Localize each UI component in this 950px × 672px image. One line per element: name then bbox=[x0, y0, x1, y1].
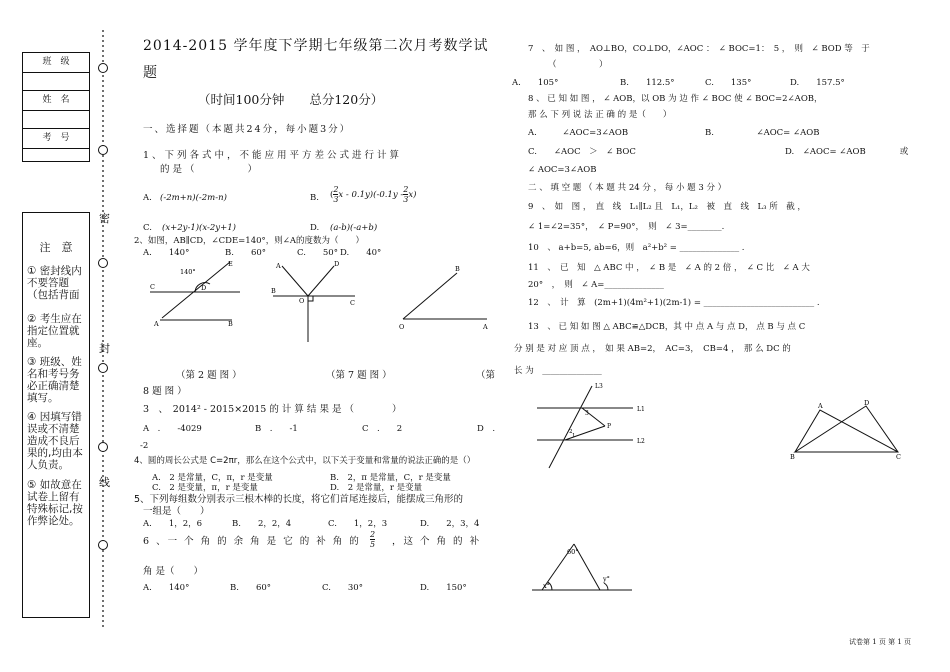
q1-frac-den-2: 3 bbox=[403, 195, 409, 204]
q7-text-cont: （ ） bbox=[548, 60, 608, 70]
q10-text: 10 、 a+b=5, ab=6，则 a²+b² = ______________ . bbox=[528, 243, 745, 253]
fig-tri-angle-y: y° bbox=[603, 575, 610, 583]
q3-option-c: C . 2 bbox=[362, 424, 403, 434]
q1-option-c: (x+2y-1)(x-2y+1) bbox=[162, 223, 236, 233]
notice-box bbox=[22, 212, 90, 618]
seal-line bbox=[95, 30, 111, 630]
q7-option-d: D. 157.5° bbox=[790, 78, 845, 88]
q1-frac-num-2: 2 bbox=[403, 185, 409, 194]
fig2-label-a: A bbox=[154, 320, 159, 328]
q13-text: 13 、 已 知 如 图 △ ABC≌△DCB，其 中 点 A 与 点 D， 点 B 与 点 C bbox=[528, 322, 806, 332]
figure-q8 bbox=[395, 265, 490, 335]
q3-option-a: A . -4029 bbox=[143, 424, 202, 434]
seal-char-mi: 密 bbox=[99, 212, 110, 225]
q5-option-b: B. 2，2，4 bbox=[232, 519, 292, 529]
q4-text: 4、圆的周长公式是 C=2πr，那么在这个公式中，以下关于变量和常量的说法正确的是（） bbox=[134, 456, 476, 466]
q6-text-end: ，这 个 角 的 补 bbox=[392, 536, 482, 547]
fig2-label-d: D bbox=[201, 284, 207, 292]
q5-option-d: D. 2，3，4 bbox=[420, 519, 480, 529]
q1-text-cont: 的是（ ） bbox=[160, 164, 261, 175]
q6-option-d: D. 150° bbox=[420, 583, 467, 593]
fig13-label-c: C bbox=[896, 453, 901, 461]
fig7-label-d: D bbox=[334, 260, 340, 268]
q3-text: 3 、 2014² - 2015×2015 的 计 算 结 果 是 （ ） bbox=[143, 404, 402, 415]
fig7-caption: （第 7 题 图 ） bbox=[326, 370, 392, 381]
id-label: 考 号 bbox=[23, 129, 89, 149]
figure-q7 bbox=[268, 258, 358, 348]
fig8-label-b: B bbox=[455, 265, 460, 273]
q9-text-cont: ∠ 1=∠2=35°， ∠ P=90°， 则 ∠ 3=________. bbox=[528, 222, 725, 232]
q6-option-b: B. 60° bbox=[230, 583, 272, 593]
fig13-label-b: B bbox=[790, 453, 795, 461]
q11-text-cont: 20° ， 则 ∠ A=______________ bbox=[528, 280, 664, 290]
q4-option-b: B. 2，π 是常量，C，r 是变量 bbox=[330, 473, 451, 483]
q2-option-b: B. 60° bbox=[225, 248, 267, 258]
q5-text: 5、下列每组数分别表示三根木棒的长度，将它们首尾连接后，能摆成三角形的 bbox=[134, 494, 464, 505]
exam-subtitle: （时间100分钟 总分120分） bbox=[198, 92, 384, 107]
q12-text: 12 、 计 算 (2m+1)(4m²+1)(2m-1) = __________________________ . bbox=[528, 298, 820, 308]
fig-tri-angle-x: x° bbox=[543, 582, 550, 590]
fig2-caption: （第 2 题 图 ） bbox=[176, 370, 242, 381]
q8-option-a: A. ∠AOC=3∠AOB bbox=[528, 128, 629, 138]
figure-q9 bbox=[535, 380, 660, 472]
q7-option-a: A. 105° bbox=[512, 78, 559, 88]
fig-tri-angle-top: 60° bbox=[567, 548, 579, 556]
notice-item-1: ① 密封线内不要答题（包括背面 bbox=[27, 265, 82, 301]
seal-char-feng: 封 bbox=[99, 342, 110, 355]
q1-option-c-label: C. bbox=[143, 223, 152, 233]
fig9-label-l3: L3 bbox=[595, 383, 603, 390]
q1-b-mid: x - 0.1y)(-0.1y - bbox=[338, 190, 404, 200]
id-field[interactable] bbox=[23, 149, 89, 160]
fig9-label-l1: L1 bbox=[637, 406, 645, 413]
q4-option-d: D. 2 是常量，r 是变量 bbox=[330, 483, 423, 493]
fig7-label-a: A bbox=[276, 262, 281, 270]
fig2-label-e: E bbox=[228, 260, 233, 268]
fig9-label-l2: L2 bbox=[637, 438, 645, 445]
fig9-label-1: 1 bbox=[572, 433, 576, 439]
q1-option-b-label: B. bbox=[310, 193, 319, 203]
q4-option-c: C. 2 是变量，π，r 是变量 bbox=[152, 483, 258, 493]
figure-q2 bbox=[140, 258, 250, 328]
seal-char-xian: 线 bbox=[99, 476, 110, 489]
q1-option-d: (a-b)(-a+b) bbox=[330, 223, 378, 233]
fig7-label-b: B bbox=[271, 287, 276, 295]
fig7-label-c: C bbox=[350, 299, 355, 307]
figure-triangle bbox=[530, 538, 635, 596]
section-1-heading: 一、选择题（本题共24分，每小题3分） bbox=[143, 124, 352, 135]
q9-text: 9 、 如 图 ， 直 线 L₁∥L₂ 且 L₁，L₂ 被 直 线 L₃ 所 截 ， bbox=[528, 202, 806, 212]
q6-frac-num: 2 bbox=[370, 530, 376, 539]
q1-option-b: ( $\frac{2}{3}$ x - 0.1y)(-0.1y - $\frac{2}{3}$ x) bbox=[330, 185, 417, 204]
notice-item-3: ③ 班级、姓名和考号务必正确清楚填写。 bbox=[27, 356, 82, 404]
fig7-label-o: O bbox=[299, 297, 305, 305]
q8-text: 8 、 已 知 如 图 ， ∠ AOB，以 OB 为 边 作 ∠ BOC 使 ∠ BOC=2∠AOB， bbox=[528, 94, 823, 104]
q6-text: 6 、一 个 角 的 余 角 是 它 的 补 角 的 bbox=[143, 536, 361, 547]
notice-title: 注 意 bbox=[39, 241, 73, 254]
q6-frac-den: 5 bbox=[370, 540, 376, 549]
fig13-label-d: D bbox=[864, 400, 870, 407]
q8-option-d: D. ∠AOC= ∠AOB 或 bbox=[785, 147, 909, 157]
fig9-label-2: 2 bbox=[569, 429, 573, 435]
q2-option-a: A. 140° bbox=[143, 248, 190, 258]
q13-text-end: 长 为 ______________ bbox=[514, 366, 602, 376]
class-label: 班 级 bbox=[23, 53, 89, 73]
q1-option-a-label: A. bbox=[143, 193, 152, 203]
q1-frac-num: 2 bbox=[333, 185, 339, 194]
q5-text-cont: 一组是（ ） bbox=[143, 506, 210, 517]
q6-text-cont: 角 是（ ） bbox=[143, 566, 204, 577]
fig9-label-p: P bbox=[607, 423, 612, 430]
name-label: 姓 名 bbox=[23, 91, 89, 111]
q1-text: 1、下列各式中，不能应用平方差公式进行计算 bbox=[143, 150, 403, 161]
q13-text-cont: 分 别 是 对 应 顶 点 ， 如 果 AB=2， AC=3， CB=4 ， 那 么 DC 的 bbox=[514, 344, 791, 354]
class-field[interactable] bbox=[23, 73, 89, 91]
exam-title-cont: 题 bbox=[143, 65, 158, 81]
q4-option-a: A. 2 是常量，C，π，r 是变量 bbox=[152, 473, 273, 483]
q1-option-d-label: D. bbox=[310, 223, 320, 233]
q6-option-a: A. 140° bbox=[143, 583, 190, 593]
fig2-label-c: C bbox=[150, 283, 155, 291]
q8-option-c: C. ∠AOC ＞ ∠ BOC bbox=[528, 147, 636, 157]
exam-title: 2014-2015 学年度下学期七年级第二次月考数学试 bbox=[143, 38, 489, 54]
q7-option-c: C. 135° bbox=[705, 78, 752, 88]
q8-text-cont: 那 么 下 列 说 法 正 确 的 是（ ） bbox=[528, 110, 672, 120]
q2-option-d: D. 40° bbox=[340, 248, 382, 258]
q1-frac-den: 3 bbox=[333, 195, 339, 204]
section-2-heading: 二 、 填 空 题 （ 本 题 共 24 分 ， 每 小 题 3 分 ） bbox=[528, 183, 727, 193]
name-field[interactable] bbox=[23, 111, 89, 129]
q5-option-c: C. 1，2，3 bbox=[328, 519, 388, 529]
figure-q13 bbox=[790, 400, 905, 462]
q5-option-a: A. 1，2，6 bbox=[143, 519, 203, 529]
q8-option-d-cont: ∠ AOC=3∠AOB bbox=[528, 165, 597, 175]
q3-option-d: D . bbox=[477, 424, 496, 434]
q3-option-d-value: -2 bbox=[140, 441, 149, 451]
q11-text: 11 、 已 知 △ ABC 中 ， ∠ B 是 ∠ A 的 2 倍 ， ∠ C 比 ∠ A 大 bbox=[528, 263, 810, 273]
q7-text: 7 、 如 图 ， AO⊥BO，CO⊥DO，∠AOC ： ∠ BOC=1： 5 ， 则 ∠ BOD 等 于 bbox=[528, 44, 870, 54]
fig8-caption-cont: 8 题 图 ） bbox=[143, 386, 187, 397]
notice-item-2: ② 考生应在指定位置就座。 bbox=[27, 313, 82, 349]
q1-b-end: x) bbox=[408, 190, 417, 200]
fig9-label-3: 3 bbox=[585, 410, 589, 417]
q1-option-a: (-2m+n)(-2m-n) bbox=[160, 193, 227, 203]
q8-option-b: B. ∠AOC= ∠AOB bbox=[705, 128, 820, 138]
page-footer: 试卷第 1 页 第 1 页 bbox=[849, 638, 912, 646]
q3-option-b: B . -1 bbox=[255, 424, 298, 434]
q2-option-c: C. 50° bbox=[297, 248, 338, 258]
student-info-box bbox=[22, 52, 90, 162]
fig8-caption: （第 bbox=[476, 370, 496, 381]
fig2-label-b: B bbox=[228, 320, 233, 328]
fig2-angle: 140° bbox=[180, 268, 196, 276]
fig13-label-a: A bbox=[818, 402, 823, 410]
q7-option-b: B. 112.5° bbox=[620, 78, 675, 88]
notice-item-5: ⑤ 如故意在试卷上留有特殊标记,按作弊论处。 bbox=[27, 479, 83, 527]
q6-fraction bbox=[370, 530, 375, 549]
q2-text: 2、如图，AB∥CD，∠CDE=140°，则∠A的度数为（ ） bbox=[134, 236, 365, 246]
fig8-label-o: O bbox=[399, 323, 405, 331]
notice-item-4: ④ 因填写错误或不清楚造成不良后果的,均由本人负责。 bbox=[27, 411, 83, 471]
fig8-label-a: A bbox=[483, 323, 488, 331]
q6-option-c: C. 30° bbox=[322, 583, 363, 593]
